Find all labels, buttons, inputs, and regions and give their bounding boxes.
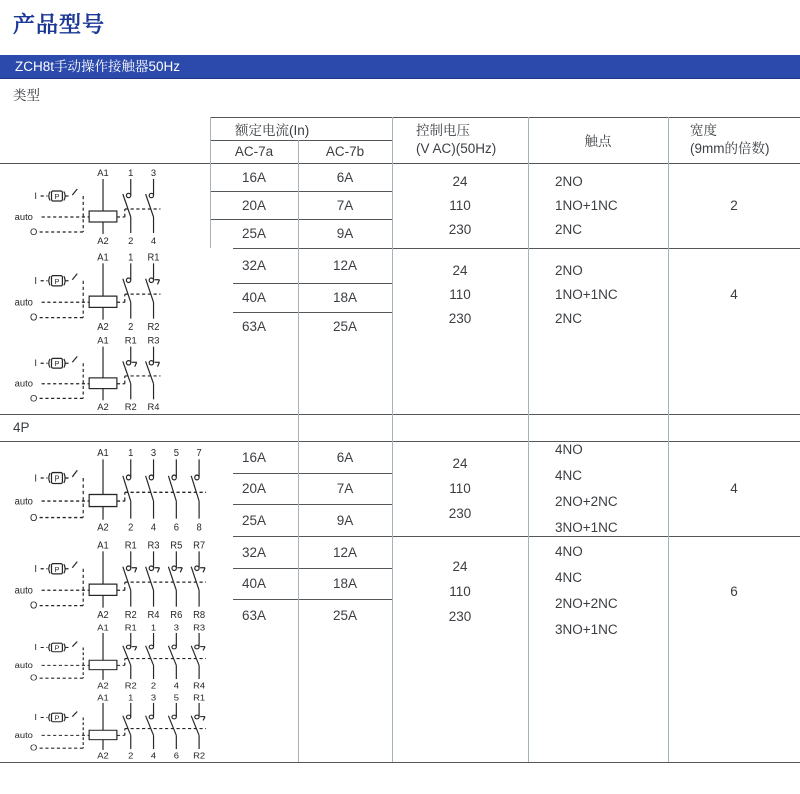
svg-text:4: 4: [150, 522, 157, 534]
svg-text:R2: R2: [124, 609, 137, 621]
contactor-schematic-svg: [0, 165, 210, 247]
svg-text:A2: A2: [97, 609, 109, 621]
cell-ac7b: 12A: [332, 544, 358, 560]
cell-ac7b: 6A: [336, 449, 354, 465]
contactor-schematic-svg: [0, 333, 210, 413]
svg-text:5: 5: [173, 693, 179, 703]
svg-text:2: 2: [150, 681, 157, 691]
svg-text:R4: R4: [193, 681, 206, 691]
table-gridline-horizontal: [233, 504, 392, 505]
table-gridline-horizontal: [233, 568, 392, 569]
cell-voltages: [392, 248, 528, 341]
cell-ac7b: 9A: [336, 512, 354, 528]
svg-text:8: 8: [196, 522, 202, 534]
svg-text:R2: R2: [147, 321, 160, 333]
svg-text:auto: auto: [14, 211, 33, 224]
svg-text:O: O: [30, 673, 38, 683]
cell-ac7a: 40A: [241, 576, 267, 591]
svg-text:5: 5: [173, 447, 179, 460]
cell-ac7a: 16A: [241, 169, 267, 185]
svg-text:A1: A1: [97, 335, 109, 346]
svg-text:2: 2: [128, 751, 134, 761]
svg-text:3: 3: [173, 623, 179, 633]
svg-text:3: 3: [150, 167, 157, 180]
table-gridline-horizontal: [210, 219, 392, 220]
cell-line: 230: [448, 608, 472, 624]
cell-line: 230: [448, 221, 472, 237]
table-gridline-vertical: [668, 117, 669, 762]
circuit-diagram-2nc: [0, 333, 210, 413]
svg-text:O: O: [30, 312, 38, 324]
cell-ac7b: 18A: [332, 576, 358, 591]
header-rated-current: 额定电流(In): [235, 122, 310, 138]
cell-line: 2NO+2NC: [555, 596, 618, 611]
svg-text:I: I: [34, 712, 37, 722]
svg-text:2: 2: [128, 321, 134, 333]
svg-text:4: 4: [150, 235, 157, 247]
cell-line: 24: [452, 173, 468, 189]
svg-text:3: 3: [150, 693, 157, 703]
circuit-diagram-3no1nc: [0, 691, 210, 761]
table-gridline-horizontal: [0, 762, 800, 763]
svg-text:auto: auto: [14, 585, 33, 597]
cell-line: 230: [448, 506, 472, 521]
svg-text:6: 6: [173, 751, 179, 761]
svg-text:A2: A2: [97, 402, 109, 413]
cell-line: 24: [452, 262, 468, 278]
svg-text:A2: A2: [97, 522, 109, 534]
product-banner-label: ZCH8t手动操作接触器50Hz: [15, 59, 181, 74]
cell-line: 110: [449, 481, 471, 496]
cell-ac7b: 25A: [332, 319, 358, 334]
table-gridline-horizontal: [210, 140, 392, 141]
svg-text:1: 1: [150, 623, 157, 633]
table-gridline-horizontal: [233, 473, 392, 474]
svg-text:R8: R8: [193, 609, 206, 621]
svg-text:O: O: [30, 743, 38, 753]
cell-line: 3NO+1NC: [555, 622, 618, 637]
cell-ac7a: 25A: [241, 512, 267, 528]
cell-line: 4NO: [555, 441, 583, 457]
svg-text:P: P: [54, 359, 60, 369]
svg-text:I: I: [34, 563, 37, 575]
svg-text:P: P: [54, 645, 60, 652]
cell-ac7a: 16A: [241, 449, 267, 465]
cell-line: 2NO: [555, 262, 583, 278]
cell-ac7b: 9A: [336, 226, 354, 241]
svg-text:A1: A1: [97, 693, 109, 703]
section-label-4p: 4P: [13, 420, 30, 435]
page-title: 产品型号: [13, 12, 106, 37]
header-ac7a: AC-7a: [234, 144, 274, 159]
svg-text:A1: A1: [97, 252, 109, 264]
cell-line: 4NO: [555, 544, 583, 559]
cell-line: 控制电压: [416, 123, 470, 138]
svg-text:R2: R2: [124, 681, 137, 691]
svg-text:R5: R5: [170, 540, 183, 552]
cell-ac7b: 25A: [332, 607, 358, 623]
svg-text:R2: R2: [193, 751, 206, 761]
product-banner: [0, 55, 800, 79]
svg-text:1: 1: [128, 252, 134, 264]
cell-width: 2: [730, 198, 738, 213]
cell-contacts: [528, 163, 668, 248]
header-contacts: 触点: [584, 134, 612, 149]
svg-text:R1: R1: [147, 252, 160, 264]
cell-line: 4NC: [555, 570, 583, 585]
cell-ac7b: 6A: [336, 169, 354, 185]
cell-ac7b: 12A: [332, 258, 358, 273]
cell-line: 1NO+1NC: [555, 286, 618, 302]
svg-text:2: 2: [128, 522, 134, 534]
svg-text:O: O: [30, 226, 38, 239]
cell-ac7a: 20A: [241, 481, 267, 496]
table-gridline-horizontal: [0, 414, 800, 415]
svg-text:4: 4: [173, 681, 179, 691]
svg-text:auto: auto: [14, 495, 33, 508]
table-gridline-vertical: [210, 117, 211, 248]
cell-width: 4: [730, 481, 738, 496]
svg-text:P: P: [54, 191, 60, 202]
cell-line: 4NC: [555, 467, 583, 483]
cell-line: (V AC)(50Hz): [416, 141, 497, 156]
cell-contacts: [528, 248, 668, 341]
cell-line: 230: [448, 310, 472, 326]
contactor-schematic-svg: [0, 249, 210, 333]
cell-ac7b: 18A: [332, 290, 358, 305]
svg-text:P: P: [54, 473, 60, 484]
table-gridline-horizontal: [233, 283, 392, 284]
circuit-diagram-1no1nc: [0, 249, 210, 333]
table-gridline-horizontal: [210, 117, 800, 118]
svg-text:A1: A1: [97, 447, 109, 460]
svg-text:auto: auto: [14, 660, 33, 670]
svg-text:R3: R3: [147, 540, 160, 552]
cell-ac7a: 63A: [241, 607, 267, 623]
svg-text:P: P: [54, 276, 60, 286]
svg-text:auto: auto: [14, 297, 33, 309]
table-gridline-vertical: [392, 117, 393, 762]
cell-contacts: [528, 441, 668, 536]
svg-text:O: O: [30, 600, 38, 612]
cell-voltages: [392, 536, 528, 646]
cell-ac7b: 7A: [336, 197, 354, 213]
svg-text:R1: R1: [193, 693, 206, 703]
cell-ac7a: 32A: [241, 258, 267, 273]
cell-line: 宽度: [690, 123, 717, 138]
svg-text:A2: A2: [97, 235, 109, 247]
svg-text:1: 1: [128, 447, 134, 460]
svg-text:O: O: [30, 393, 38, 404]
svg-text:I: I: [34, 190, 37, 203]
cell-line: 2NO: [555, 173, 583, 189]
table-gridline-vertical: [298, 140, 299, 762]
contactor-schematic-svg: [0, 691, 210, 761]
cell-width: 4: [730, 287, 738, 302]
svg-text:R4: R4: [147, 402, 160, 413]
table-gridline-horizontal: [0, 163, 800, 164]
svg-text:2: 2: [128, 235, 134, 247]
svg-text:4: 4: [150, 751, 157, 761]
svg-text:O: O: [30, 512, 38, 524]
cell-line: 2NO+2NC: [555, 493, 618, 509]
cell-ac7a: 63A: [241, 319, 267, 334]
svg-text:R1: R1: [124, 335, 137, 346]
table-gridline-vertical: [528, 117, 529, 762]
table-gridline-horizontal: [210, 191, 392, 192]
cell-line: 1NO+1NC: [555, 197, 618, 213]
svg-text:A2: A2: [97, 751, 109, 761]
svg-text:A1: A1: [97, 167, 109, 180]
circuit-diagram-2no: [0, 165, 210, 247]
circuit-diagram-4no: [0, 444, 210, 534]
svg-text:R2: R2: [124, 402, 137, 413]
svg-text:R1: R1: [124, 623, 137, 633]
table-gridline-horizontal: [0, 441, 800, 442]
cell-contacts: [528, 536, 668, 646]
table-gridline-horizontal: [233, 248, 800, 249]
svg-text:R6: R6: [170, 609, 183, 621]
cell-width: 6: [730, 583, 738, 599]
cell-line: 24: [452, 456, 468, 471]
cell-ac7a: 40A: [241, 290, 267, 305]
cell-ac7a: 20A: [241, 197, 267, 213]
table-gridline-horizontal: [233, 312, 392, 313]
cell-line: 110: [449, 197, 471, 213]
contactor-schematic-svg: [0, 621, 210, 691]
svg-text:I: I: [34, 472, 37, 485]
svg-text:A2: A2: [97, 321, 109, 333]
cell-ac7a: 32A: [241, 544, 267, 560]
svg-text:R4: R4: [147, 609, 160, 621]
cell-line: 2NC: [555, 221, 583, 237]
contactor-schematic-svg: [0, 537, 210, 621]
svg-text:P: P: [54, 715, 60, 722]
cell-line: 2NC: [555, 310, 583, 326]
svg-text:1: 1: [128, 693, 134, 703]
cell-voltages: [392, 163, 528, 248]
svg-text:R7: R7: [193, 540, 206, 552]
svg-text:A2: A2: [97, 681, 109, 691]
svg-text:1: 1: [128, 167, 134, 180]
cell-line: 3NO+1NC: [555, 519, 618, 535]
cell-line: 110: [449, 286, 471, 302]
svg-text:R3: R3: [147, 335, 160, 346]
svg-text:I: I: [34, 642, 37, 652]
cell-line: 110: [449, 583, 471, 599]
svg-text:auto: auto: [14, 378, 33, 389]
svg-text:A1: A1: [97, 623, 109, 633]
svg-text:R1: R1: [124, 540, 137, 552]
svg-text:3: 3: [150, 447, 157, 460]
table-gridline-horizontal: [233, 599, 392, 600]
cell-line: 24: [452, 558, 468, 574]
header-width: [668, 117, 800, 163]
cell-ac7b: 7A: [336, 481, 354, 496]
svg-text:auto: auto: [14, 730, 33, 740]
svg-text:I: I: [34, 358, 37, 369]
header-control-voltage: [392, 117, 528, 163]
svg-text:I: I: [34, 275, 37, 287]
svg-text:7: 7: [196, 447, 202, 460]
cell-ac7a: 25A: [241, 226, 267, 241]
cell-voltages: [392, 441, 528, 536]
table-gridline-horizontal: [233, 536, 800, 537]
section-label-type: 类型: [13, 88, 40, 103]
svg-text:R3: R3: [193, 623, 206, 633]
circuit-diagram-4nc: [0, 537, 210, 621]
circuit-diagram-2no2nc: [0, 621, 210, 691]
svg-text:P: P: [54, 564, 60, 574]
cell-line: (9mm的倍数): [690, 141, 770, 156]
header-ac7b: AC-7b: [325, 144, 365, 159]
svg-text:6: 6: [173, 522, 179, 534]
contactor-schematic-svg: [0, 444, 210, 534]
svg-text:A1: A1: [97, 540, 109, 552]
